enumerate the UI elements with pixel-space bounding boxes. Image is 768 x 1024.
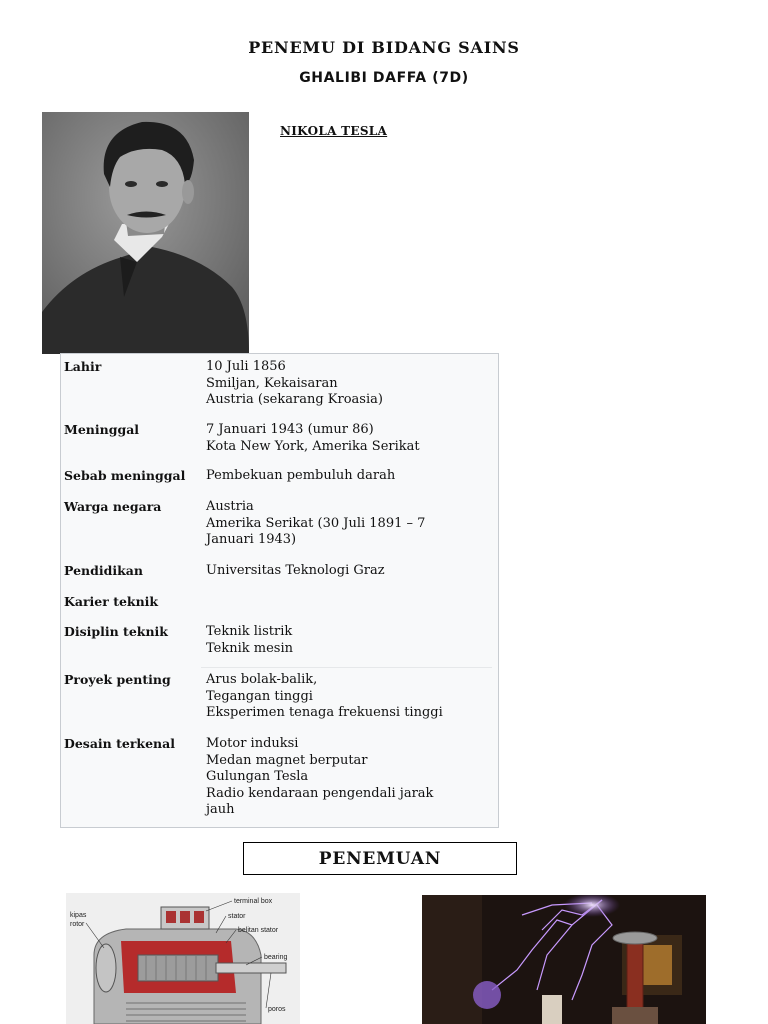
infobox-label: Disiplin teknik bbox=[64, 624, 168, 639]
infobox-label: Lahir bbox=[64, 359, 102, 374]
infobox-label: Warga negara bbox=[64, 499, 162, 514]
induction-motor-diagram bbox=[66, 893, 300, 1024]
infobox-value: 10 Juli 1856 Smiljan, Kekaisaran Austria (sekarang Kroasia) bbox=[206, 359, 383, 407]
infobox-value: Teknik listrik Teknik mesin bbox=[206, 624, 293, 656]
diagram-label: bearing bbox=[264, 954, 288, 961]
infobox-label: Karier teknik bbox=[64, 594, 159, 609]
infobox-label: Sebab meninggal bbox=[64, 468, 186, 483]
infobox-value: Pembekuan pembuluh darah bbox=[206, 468, 396, 483]
page-title: PENEMU DI BIDANG SAINS bbox=[248, 38, 520, 57]
infobox bbox=[60, 353, 499, 828]
diagram-label: kipas bbox=[70, 912, 87, 919]
diagram-label: terminal box bbox=[234, 898, 273, 905]
diagram-label: rotor bbox=[70, 921, 85, 928]
tesla-coil-photo bbox=[422, 895, 706, 1024]
diagram-label: stator bbox=[228, 913, 246, 920]
section-heading: PENEMUAN bbox=[243, 842, 517, 875]
infobox-label: Proyek penting bbox=[64, 672, 171, 687]
inventor-name: NIKOLA TESLA bbox=[280, 124, 388, 138]
diagram-label: belitan stator bbox=[238, 927, 279, 934]
infobox-value: Motor induksi Medan magnet berputar Gulungan Tesla Radio kendaraan pengendali jarak jauh bbox=[206, 736, 434, 817]
page-subtitle: GHALIBI DAFFA (7D) bbox=[299, 70, 469, 86]
infobox-label: Pendidikan bbox=[64, 563, 143, 578]
infobox-label: Desain terkenal bbox=[64, 736, 175, 751]
infobox-divider bbox=[201, 667, 492, 668]
portrait-photo bbox=[42, 112, 249, 354]
infobox-value: 7 Januari 1943 (umur 86) Kota New York, Amerika Serikat bbox=[206, 422, 420, 454]
infobox-value: Austria Amerika Serikat (30 Juli 1891 – 7 Januari 1943) bbox=[206, 499, 426, 547]
infobox-value: Universitas Teknologi Graz bbox=[206, 563, 385, 578]
infobox-value: Arus bolak-balik, Tegangan tinggi Eksperimen tenaga frekuensi tinggi bbox=[206, 672, 443, 720]
diagram-label: poros bbox=[268, 1006, 286, 1013]
infobox-label: Meninggal bbox=[64, 422, 140, 437]
